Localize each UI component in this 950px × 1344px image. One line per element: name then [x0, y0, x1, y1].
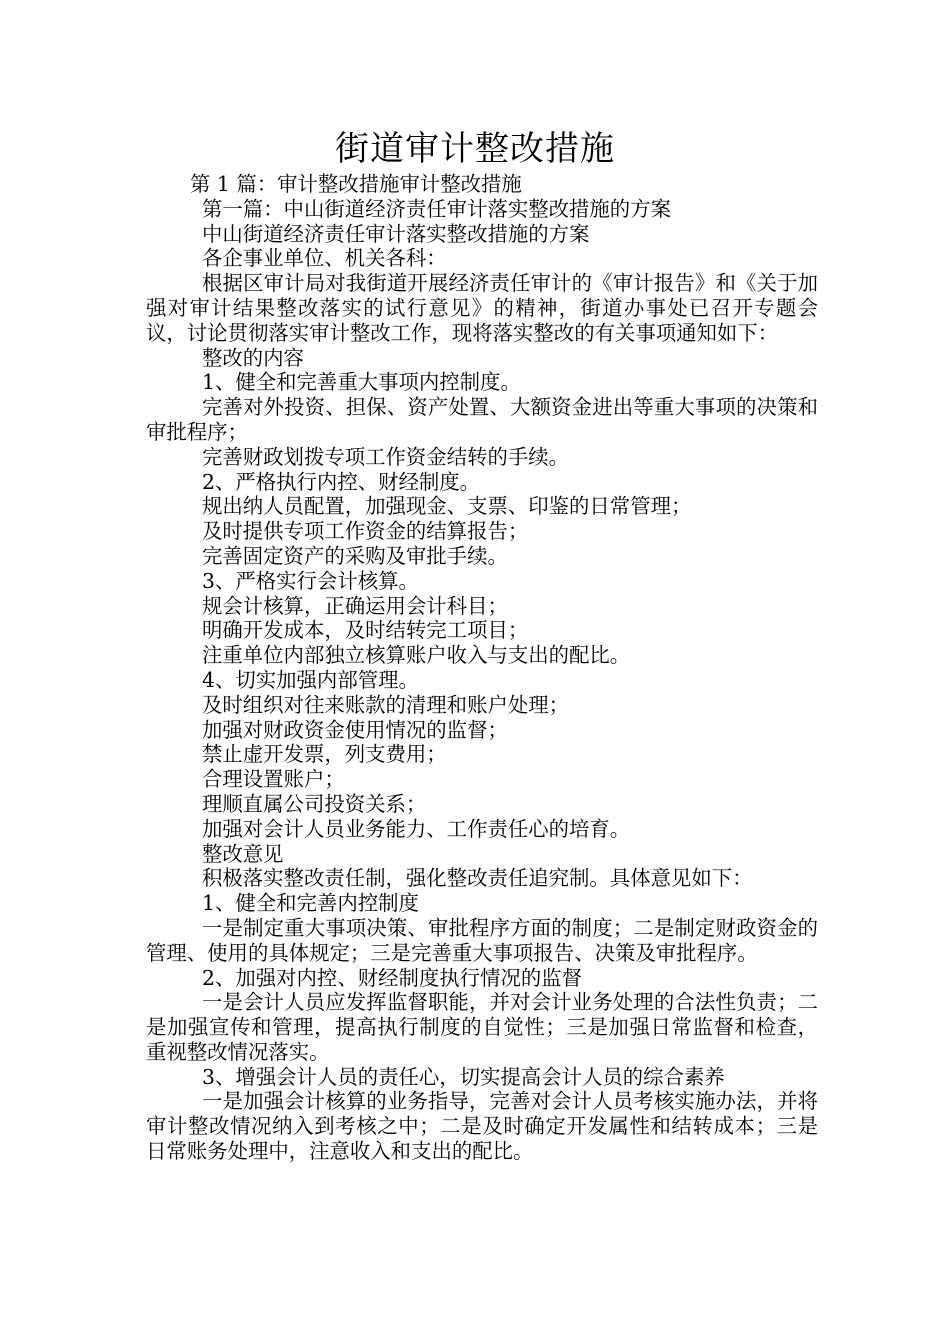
paragraph-item: 加强对财政资金使用情况的监督；: [202, 717, 508, 742]
paragraph-item: 一是加强会计核算的业务指导，完善对会计人员考核实施办法，并将审计整改情况纳入到考核之中；二是及时确定开发属性和结转成本；三是日常账务处理中，注意收入和支出的配比。: [146, 1089, 818, 1164]
paragraph-item: 3、增强会计人员的责任心，切实提高会计人员的综合素养: [202, 1064, 725, 1089]
paragraph-item: 规出纳人员配置，加强现金、支票、印鉴的日常管理；: [202, 494, 692, 519]
paragraph-item: 理顺直属公司投资关系；: [202, 791, 427, 816]
paragraph-item: 一是制定重大事项决策、审批程序方面的制度；二是制定财政资金的管理、使用的具体规定；三是完善重大事项报告、决策及审批程序。: [146, 915, 818, 965]
paragraph-item: 及时提供专项工作资金的结算报告；: [202, 519, 529, 544]
paragraph-item: 4、切实加强内部管理。: [202, 667, 419, 692]
paragraph-section-heading: 整改意见: [202, 841, 284, 866]
paragraph-item: 2、加强对内控、财经制度执行情况的监督: [202, 965, 583, 990]
paragraph-item: 禁止虚开发票，列支费用；: [202, 742, 447, 767]
paragraph-item: 3、严格实行会计核算。: [202, 568, 419, 593]
paragraph-item: 1、健全和完善重大事项内控制度。: [202, 370, 521, 395]
paragraph-item: 完善对外投资、担保、资产处置、大额资金进出等重大事项的决策和审批程序；: [146, 395, 818, 444]
paragraph-item: 1、健全和完善内控制度: [202, 891, 419, 916]
paragraph-plan-title: 中山街道经济责任审计落实整改措施的方案: [202, 221, 590, 246]
paragraph-item: 积极落实整改责任制，强化整改责任追究制。具体意见如下：: [202, 866, 753, 891]
paragraph-item: 加强对会计人员业务能力、工作责任心的培育。: [202, 816, 631, 841]
paragraph-item: 及时组织对往来账款的清理和账户处理；: [202, 692, 570, 717]
paragraph-chapter-heading: 第一篇：中山街道经济责任审计落实整改措施的方案: [202, 196, 671, 221]
paragraph-item: 一是会计人员应发挥监督职能，并对会计业务处理的合法性负责；二是加强宣传和管理，提高执行制度的自觉性；三是加强日常监督和检查，重视整改情况落实。: [146, 990, 818, 1064]
document-title: 街道审计整改措施: [335, 129, 615, 169]
paragraph-part-heading: 第 1 篇：审计整改措施审计整改措施: [190, 172, 522, 196]
paragraph-item: 注重单位内部独立核算账户收入与支出的配比。: [202, 643, 631, 668]
paragraph-item: 明确开发成本，及时结转完工项目；: [202, 618, 529, 643]
paragraph-item: 完善固定资产的采购及审批手续。: [202, 543, 508, 568]
paragraph-item: 完善财政划拨专项工作资金结转的手续。: [202, 444, 570, 469]
paragraph-item: 合理设置账户；: [202, 767, 345, 792]
paragraph-item: 2、严格执行内控、财经制度。: [202, 469, 481, 494]
paragraph-item: 规会计核算，正确运用会计科目；: [202, 593, 508, 618]
paragraph-salutation: 各企事业单位、机关各科：: [202, 246, 447, 271]
paragraph-intro: 根据区审计局对我街道开展经济责任审计的《审计报告》和《关于加强对审计结果整改落实的试行意见》的精神，街道办事处已召开专题会议，讨论贯彻落实审计整改工作，现将落实整改的有关事项通知如下：: [146, 271, 818, 345]
document-body: [146, 172, 818, 1164]
paragraph-section-heading: 整改的内容: [202, 345, 304, 370]
